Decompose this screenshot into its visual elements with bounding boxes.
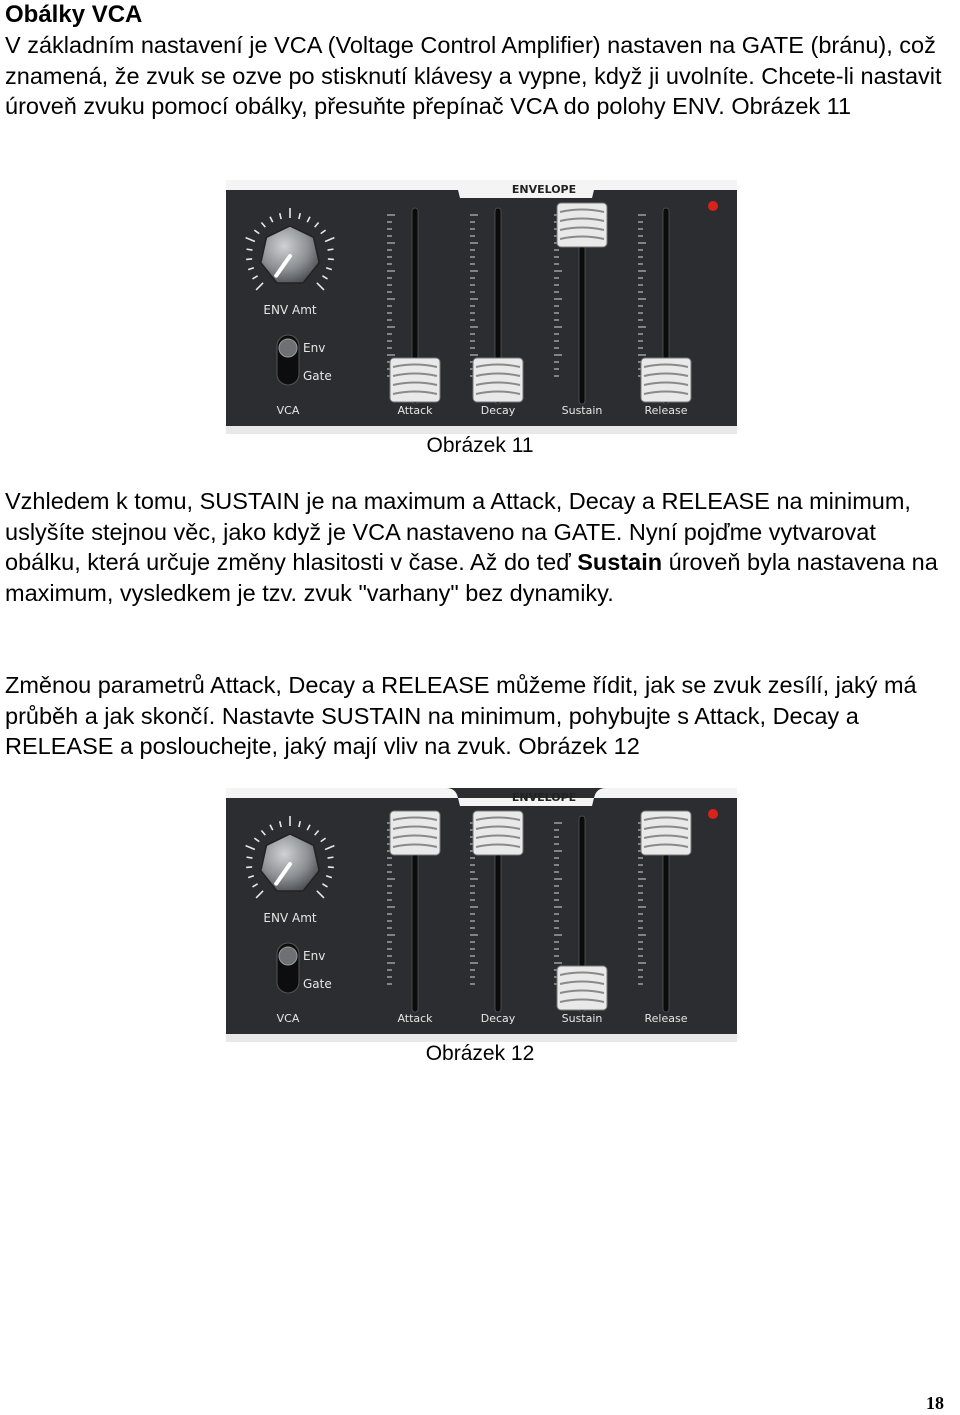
slider-label: Decay xyxy=(480,1012,516,1025)
paragraph-sustain xyxy=(5,486,955,608)
slider-label: Attack xyxy=(397,404,433,417)
slider-cap[interactable] xyxy=(641,358,691,402)
indicator-led xyxy=(708,201,718,211)
slider-cap[interactable] xyxy=(557,203,607,247)
knob-tick xyxy=(328,857,334,858)
slider-label: Decay xyxy=(480,404,516,417)
knob-tick xyxy=(247,249,253,250)
envelope-panel-figure-11 xyxy=(226,180,737,434)
knob-label: ENV Amt xyxy=(263,303,317,317)
figure-caption: Obrázek 12 xyxy=(425,1042,535,1065)
paragraph-adsr: Změnou parametrů Attack, Decay a RELEASE můžeme řídit, jak se zvuk zesílí, jaký má průběh a jak skončí. Nastavte SUSTAIN na minimum, pohybujte s Attack, Decay a RELEASE a poslouchejte, jaký mají vliv na zvuk. Obrázek 12 xyxy=(5,672,917,759)
paragraph-text: Vzhledem k tomu, SUSTAIN je na maximum a Attack, Decay a RELEASE na minimum, uslyšíte stejnou věc, jako když je VCA nastaveno na GATE. Nyní pojďme vytvarovat obálku, která určuje změny hlasitosti v čase. Až do teď xyxy=(5,488,911,575)
switch-label-env: Env xyxy=(303,949,326,963)
vca-label: VCA xyxy=(276,404,300,417)
switch-label-env: Env xyxy=(303,341,326,355)
slider-cap[interactable] xyxy=(390,358,440,402)
switch-label-gate: Gate xyxy=(303,977,332,991)
knob-label: ENV Amt xyxy=(263,911,317,925)
slider-cap[interactable] xyxy=(473,811,523,855)
envelope-panel-figure-12 xyxy=(226,788,737,1042)
slider-label: Sustain xyxy=(561,404,603,417)
slider-label: Sustain xyxy=(561,1012,603,1025)
slider-cap[interactable] xyxy=(641,811,691,855)
panel-title: ENVELOPE xyxy=(511,183,577,196)
panel-title: ENVELOPE xyxy=(511,791,577,804)
slider-label: Release xyxy=(644,1012,688,1025)
slider-label: Release xyxy=(644,404,688,417)
slider-label: Attack xyxy=(397,1012,433,1025)
indicator-led xyxy=(708,809,718,819)
vca-mode-switch[interactable] xyxy=(277,943,299,993)
vca-mode-switch[interactable] xyxy=(277,335,299,385)
section-heading: Obálky VCA xyxy=(5,1,143,28)
vca-label: VCA xyxy=(276,1012,300,1025)
paragraph-text: úroveň byla nastavena na maximum, vysledkem je tzv. zvuk "varhany" bez dynamiky. xyxy=(5,549,938,606)
bold-term: Sustain xyxy=(577,549,663,575)
slider-cap[interactable] xyxy=(473,358,523,402)
page-number: 18 xyxy=(926,1393,944,1413)
knob-tick xyxy=(247,857,253,858)
figure-caption: Obrázek 11 xyxy=(426,434,534,457)
knob-tick xyxy=(328,249,334,250)
slider-cap[interactable] xyxy=(557,966,607,1010)
slider-cap[interactable] xyxy=(390,811,440,855)
switch-label-gate: Gate xyxy=(303,369,332,383)
paragraph-intro: V základním nastavení je VCA (Voltage Control Amplifier) nastaven na GATE (bránu), což znamená, že zvuk se ozve po stisknutí klávesy a vypne, když ji uvolníte. Chcete-li nastavit úroveň zvuku pomocí obálky, přesuňte přepínač VCA do polohy ENV. Obrázek 11 xyxy=(5,32,942,119)
